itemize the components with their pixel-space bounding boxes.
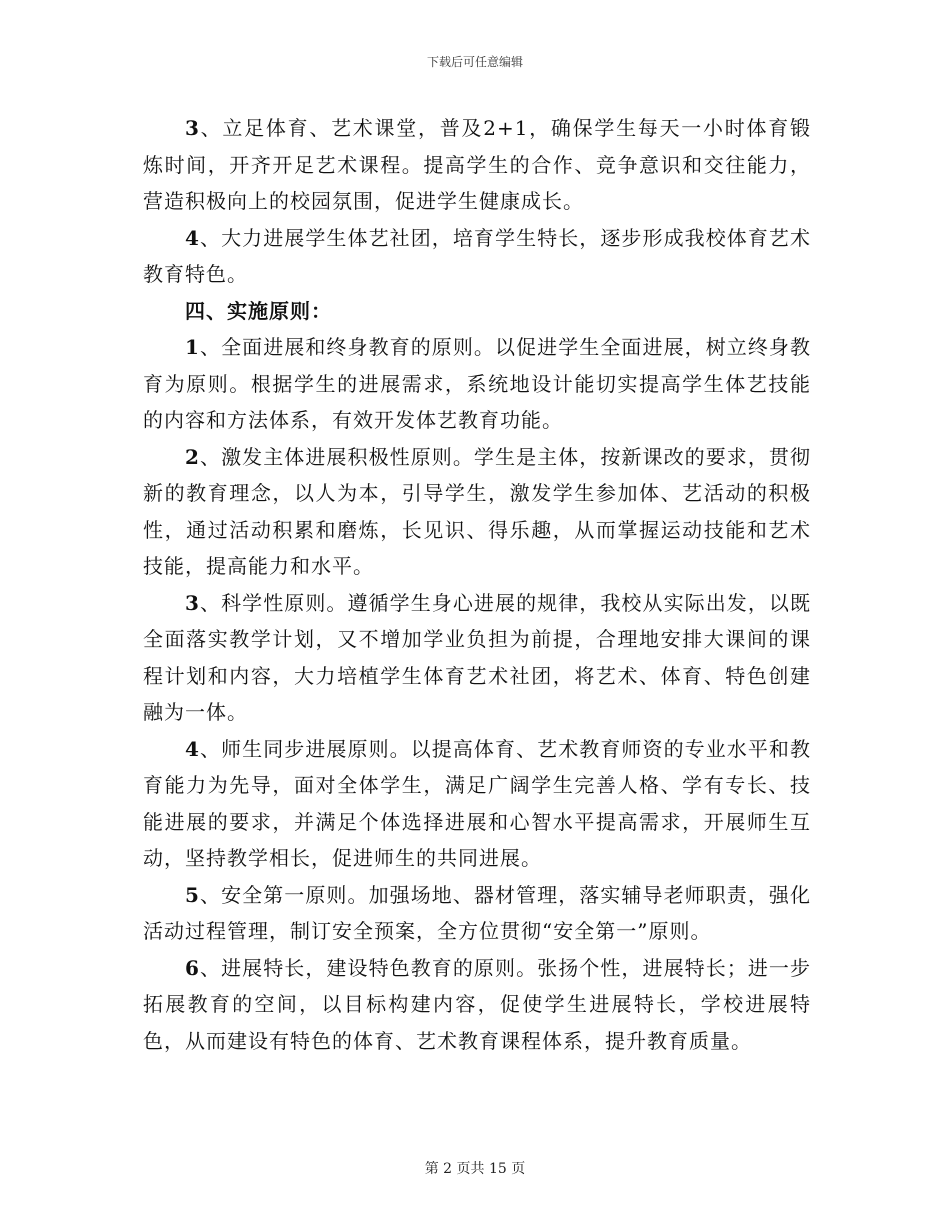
item-number: 3 xyxy=(185,590,200,615)
paragraph-text: 、安全第一原则。加强场地、器材管理，落实辅导老师职责，强化活动过程管理，制订安全预案，全方位贯彻“安全第一”原则。 xyxy=(143,882,811,943)
paragraph-text: 、大力进展学生体艺社团，培育学生特长，逐步形成我校体育艺术教育特色。 xyxy=(143,225,811,286)
principle-3 xyxy=(143,585,811,731)
paragraph-text: 、进展特长，建设特色教育的原则。张扬个性，进展特长；进一步拓展教育的空间，以目标构建内容，促使学生进展特长，学校进展特色，从而建设有特色的体育、艺术教育课程体系，提升教育质量。 xyxy=(143,955,811,1053)
page-header: 下载后可任意编辑 xyxy=(426,55,523,69)
page-footer: 第 2 页共 15 页 xyxy=(424,1161,526,1177)
paragraph-text: 、科学性原则。遵循学生身心进展的规律，我校从实际出发，以既全面落实教学计划，又不增加学业负担为前提，合理地安排大课间的课程计划和内容，大力培植学生体育艺术社团，将艺术、体育、特色创建融为一体。 xyxy=(143,590,811,724)
paragraph-text: 、立足体育、艺术课堂，普及2+1，确保学生每天一小时体育锻炼时间，开齐开足艺术课程。提高学生的合作、竞争意识和交往能力，营造积极向上的校园氛围，促进学生健康成长。 xyxy=(143,116,811,213)
paragraph-text: 、师生同步进展原则。以提高体育、艺术教育师资的专业水平和教育能力为先导，面对全体学生，满足广阔学生完善人格、学有专长、技能进展的要求，并满足个体选择进展和心智水平提高需求，开展师生互动，坚持教学相长，促进师生的共同进展。 xyxy=(143,736,811,870)
principle-2 xyxy=(143,439,811,585)
document-body xyxy=(143,110,811,1059)
item-number: 1 xyxy=(185,335,200,359)
principle-6 xyxy=(143,950,811,1060)
principle-5 xyxy=(143,877,811,950)
section-heading: 四、实施原则： xyxy=(185,298,332,323)
item-number: 3 xyxy=(185,116,200,140)
paragraph-item-4 xyxy=(143,220,811,293)
principle-1 xyxy=(143,329,811,439)
item-number: 6 xyxy=(185,955,200,980)
paragraph-item-3 xyxy=(143,110,811,220)
item-number: 5 xyxy=(185,882,200,907)
item-number: 2 xyxy=(185,444,200,469)
principle-4 xyxy=(143,731,811,877)
paragraph-text: 、激发主体进展积极性原则。学生是主体，按新课改的要求，贯彻新的教育理念，以人为本，引导学生，激发学生参加体、艺活动的积极性，通过活动积累和磨炼，长见识、得乐趣，从而掌握运动技能和艺术技能，提高能力和水平。 xyxy=(143,444,811,578)
item-number: 4 xyxy=(185,225,200,250)
paragraph-text: 、全面进展和终身教育的原则。以促进学生全面进展，树立终身教育为原则。根据学生的进展需求，系统地设计能切实提高学生体艺技能的内容和方法体系，有效开发体艺教育功能。 xyxy=(143,335,811,432)
item-number: 4 xyxy=(185,736,200,761)
